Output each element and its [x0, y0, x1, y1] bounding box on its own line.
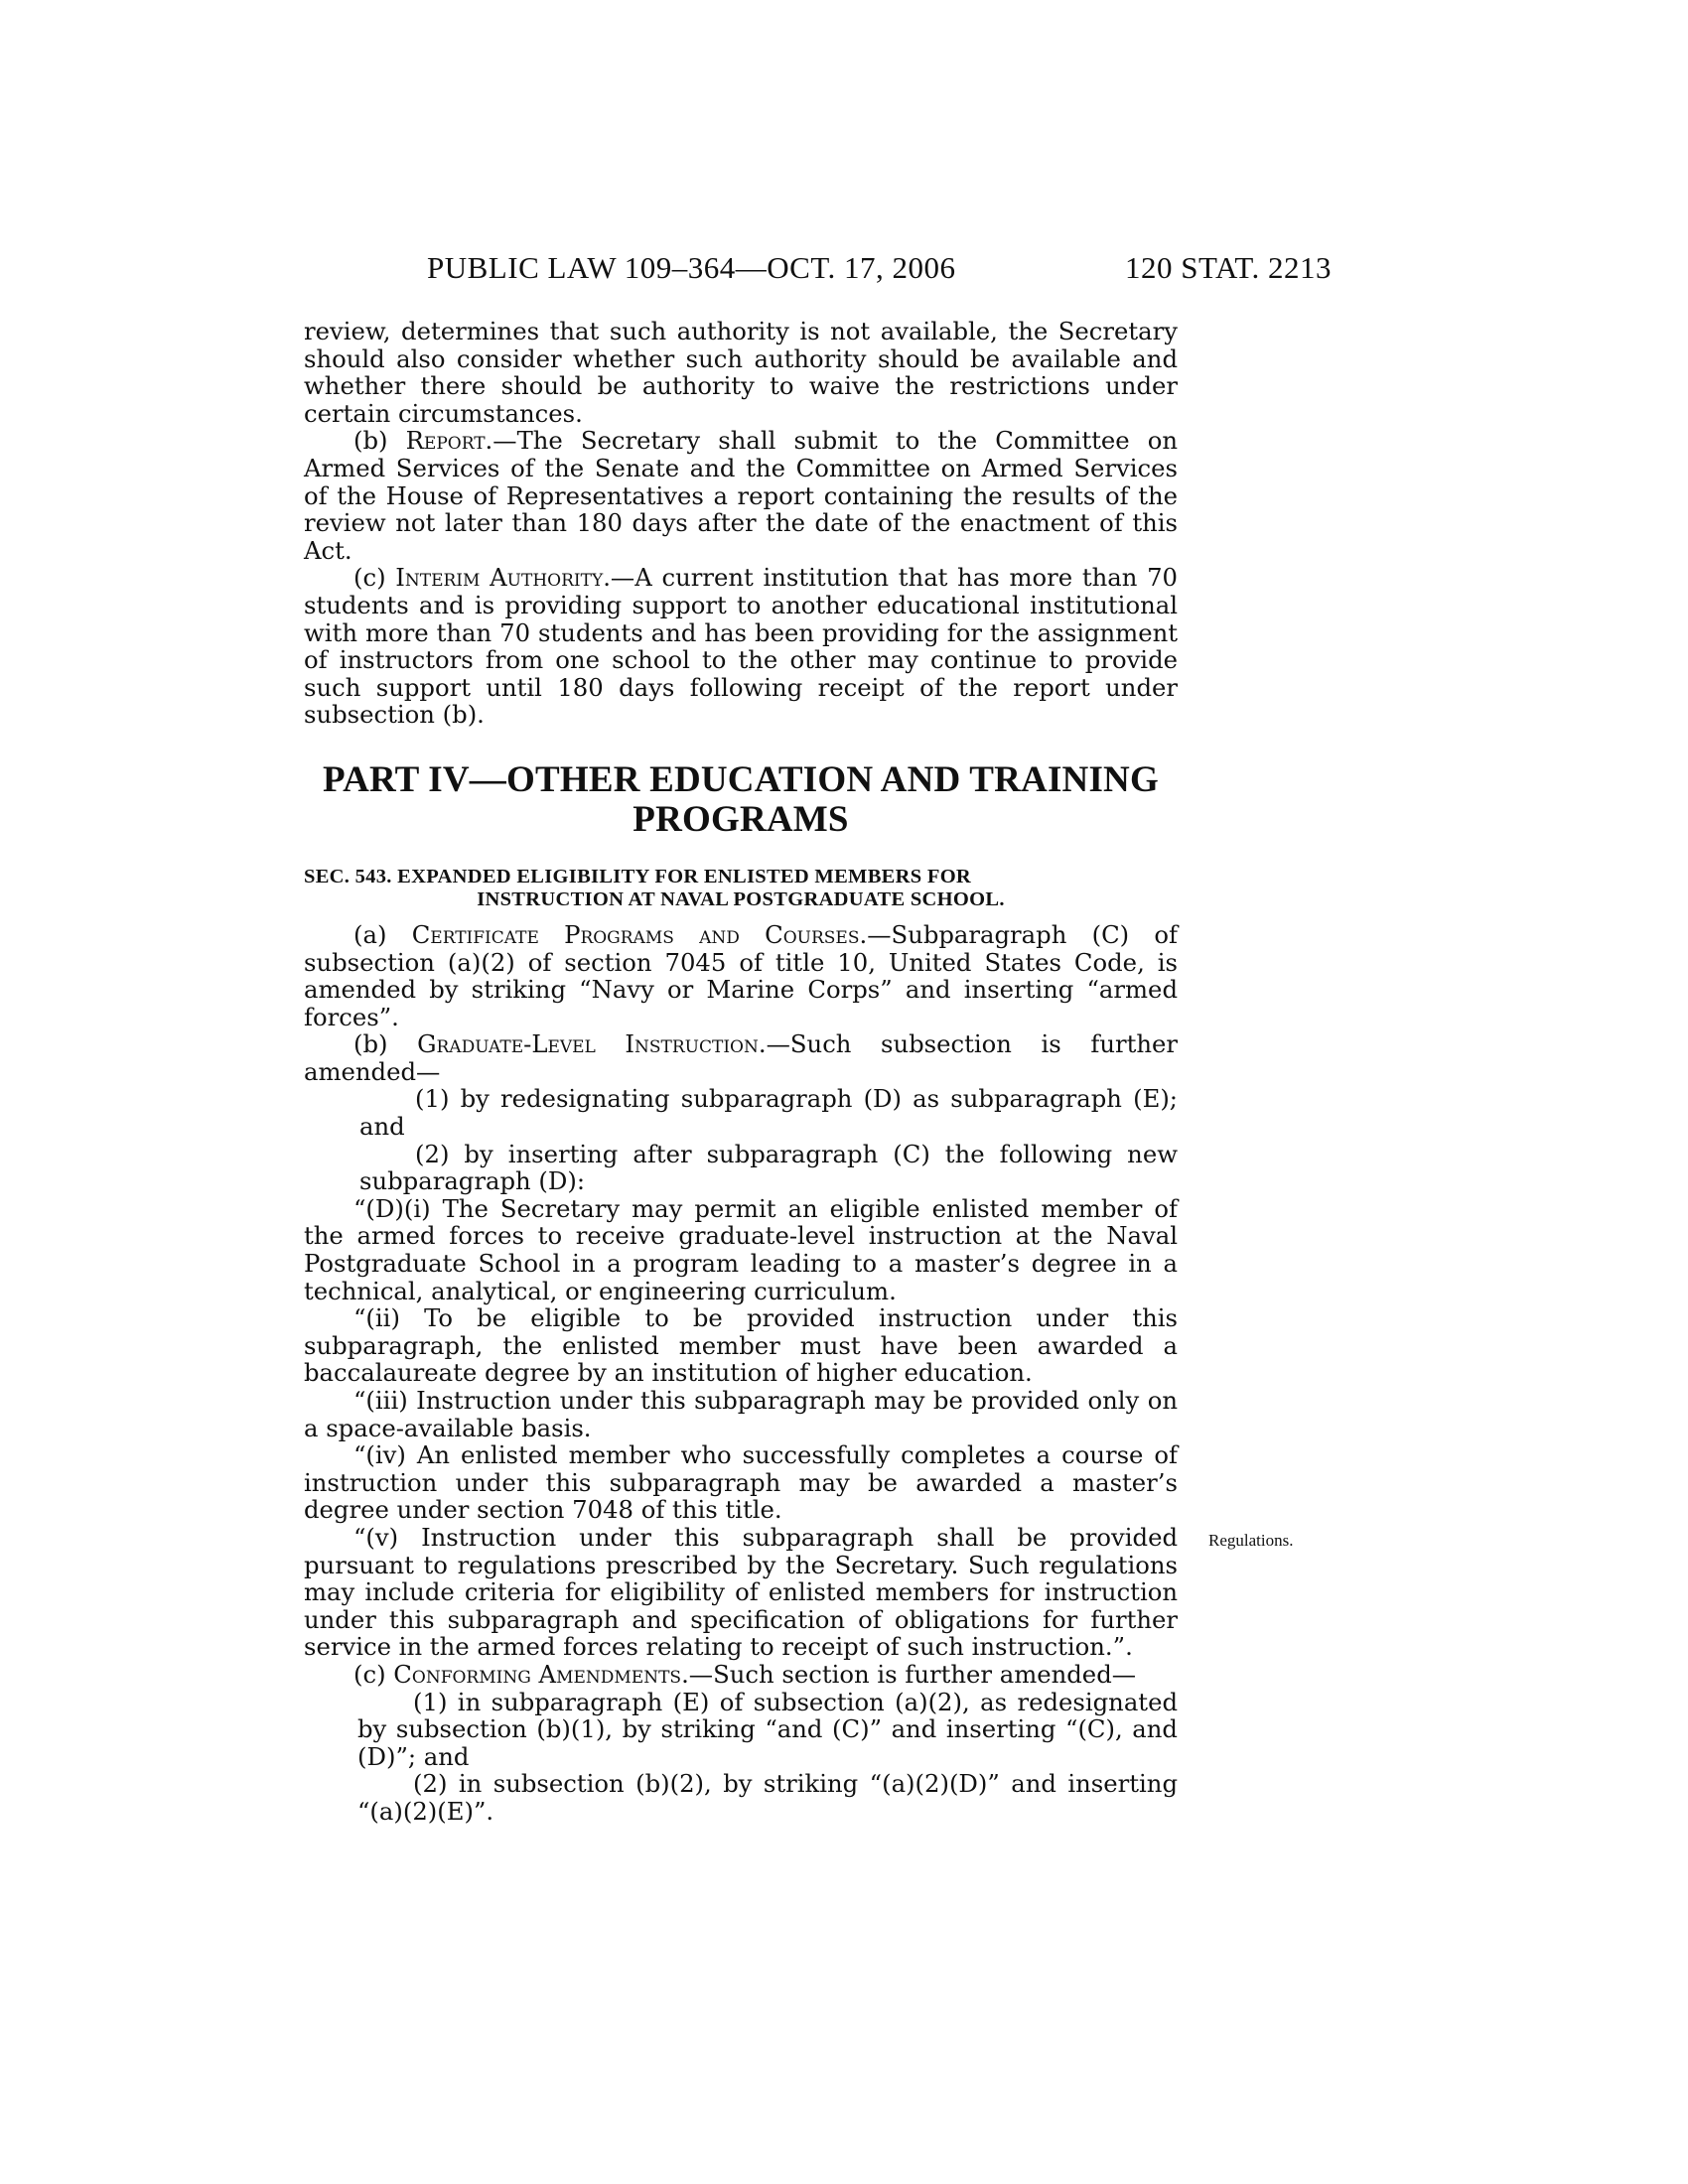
paragraph-label: (a) [353, 919, 412, 949]
quoted-clause-ii: “(ii) To be eligible to be provided instruction under this subparagraph, the enlisted member must have been awarded a baccalaureate degree by an institution of higher education. [304, 1303, 1178, 1388]
part-heading-line: PROGRAMS [633, 798, 849, 840]
paragraph-label: (c) [353, 1659, 394, 1689]
paragraph-heading: Report [405, 426, 486, 456]
paragraph-text: .—Such subsection is further amended— [304, 1029, 1178, 1086]
paragraph-continuation: review, determines that such authority is not available, the Secretary should also consider whether such authority should be available and whether there should be authority to waive the restrictions under certain circumstances. [304, 317, 1178, 428]
running-head: PUBLIC LAW 109–364—OCT. 17, 2006 [427, 250, 956, 285]
clause-c1: (1) in subparagraph (E) of subsection (a)(2), as redesignated by subsection (b)(1), by striking “and (C)” and inserting “(C), and (D)”; and [357, 1687, 1178, 1771]
paragraph-heading: Interim Authority [395, 563, 604, 593]
subsection-a [304, 921, 1178, 1030]
paragraph-report [304, 427, 1178, 564]
section-heading [304, 866, 1178, 911]
quoted-clause-v: “(v) Instruction under this subparagraph shall be provided pursuant to regulations prescribed by the Secretary. Such regulations may include criteria for eligibility of enlisted members for instruction under this subparagraph and specification of obligations for further service in the armed forces relating to receipt of such instruction.”. [304, 1522, 1178, 1662]
quoted-clause-iv: “(iv) An enlisted member who successfully completes a course of instruction under this subparagraph may be awarded a master’s degree under section 7048 of this title. [304, 1440, 1178, 1525]
subsection-c [304, 1661, 1178, 1689]
paragraph-heading: Certificate Programs and Courses [411, 919, 860, 949]
clause-c2: (2) in subsection (b)(2), by striking “(a)(2)(D)” and inserting “(a)(2)(E)”. [357, 1769, 1178, 1826]
paragraph-text: .—Subparagraph (C) of subsection (a)(2) of section 7045 of title 10, United States Code, is amended by striking “Navy or Marine Corps” and inserting “armed forces”. [304, 919, 1178, 1031]
quoted-clause-iii: “(iii) Instruction under this subparagraph may be provided only on a space-available basis. [304, 1386, 1178, 1442]
clause-b1: (1) by redesignating subparagraph (D) as subparagraph (E); and [359, 1084, 1178, 1142]
paragraph-label: (c) [353, 563, 396, 593]
paragraph-heading: Graduate-Level Instruction [417, 1029, 759, 1059]
section-heading-line: INSTRUCTION AT NAVAL POSTGRADUATE SCHOOL. [477, 887, 1005, 910]
paragraph-text: .—The Secretary shall submit to the Committee on Armed Services of the Senate and the Committee on Armed Services of the House of Representatives a report containing the results of the review not later than 180 days after the date of the enactment of this Act. [304, 426, 1178, 565]
subsection-b [304, 1030, 1178, 1085]
clause-b2: (2) by inserting after subparagraph (C) the following new subparagraph (D): [359, 1139, 1178, 1196]
paragraph-text: .—Such section is further amended— [681, 1659, 1137, 1689]
paragraph-interim-authority [304, 564, 1178, 729]
paragraph-label: (b) [353, 426, 406, 456]
paragraph-heading: Conforming Amendments [393, 1659, 682, 1689]
body-text [304, 318, 1178, 1826]
page-folio: 120 STAT. 2213 [1125, 250, 1333, 285]
paragraph-label: (b) [353, 1029, 418, 1059]
section-heading-line: SEC. 543. EXPANDED ELIGIBILITY FOR ENLISTED MEMBERS FOR [304, 865, 972, 887]
part-heading [304, 760, 1178, 840]
paragraph-text: .—A current institution that has more than 70 students and is providing support to another educational institutional with more than 70 students and has been providing for the assignment of instructors from one school to the other may continue to provide such support until 180 days following receipt of the report under subsection (b). [304, 563, 1178, 730]
margin-note: Regulations. [1208, 1531, 1294, 1550]
quoted-clause-i: “(D)(i) The Secretary may permit an eligible enlisted member of the armed forces to receive graduate-level instruction at the Naval Postgraduate School in a program leading to a master’s degree in a technical, analytical, or engineering curriculum. [304, 1193, 1178, 1305]
part-heading-line: PART IV—OTHER EDUCATION AND TRAINING [323, 758, 1159, 800]
